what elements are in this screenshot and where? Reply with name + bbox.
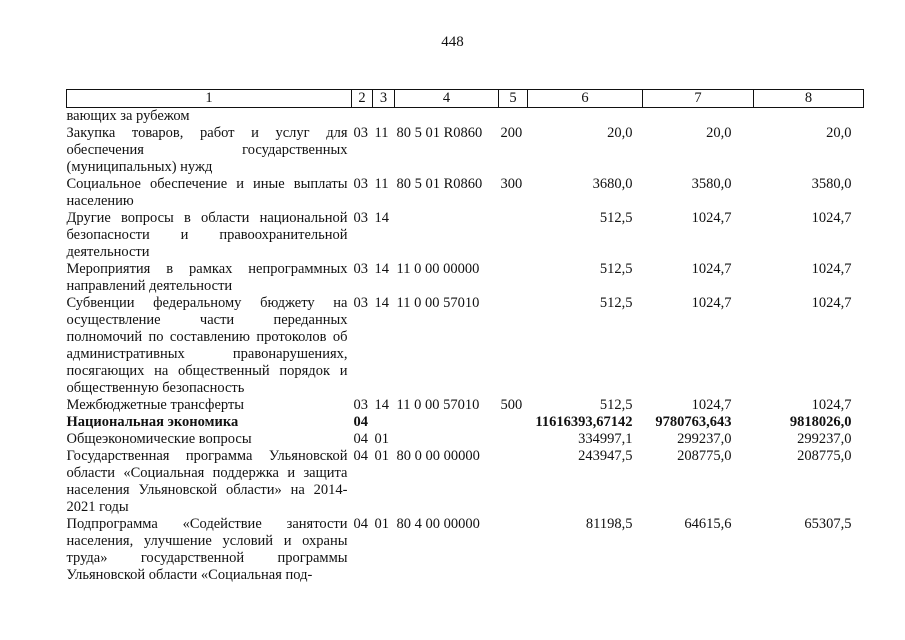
row-amount-col6: 11616393,67142 xyxy=(535,414,633,430)
row-amount-col6: 334997,1 xyxy=(578,431,633,447)
row-name: Социальное обеспечение и иные выплаты населению xyxy=(66,176,348,209)
table-row xyxy=(67,108,864,126)
row-subsection: 14 xyxy=(374,210,389,226)
row-section: 04 xyxy=(353,414,368,430)
row-subsection: 11 xyxy=(374,125,389,141)
row-expense-type xyxy=(499,210,528,261)
row-name: Межбюджетные трансферты xyxy=(66,397,245,413)
row-name: Другие вопросы в области национальной безопасности и правоохранительной деятельности xyxy=(66,210,348,260)
row-expense-type xyxy=(499,516,528,584)
row-amount-col7: 20,0 xyxy=(706,125,732,141)
column-header-2: 2 xyxy=(352,90,373,108)
table-row xyxy=(67,295,864,397)
budget-table xyxy=(66,89,864,584)
row-amount-col6: 20,0 xyxy=(607,125,633,141)
row-amount-col8: 3580,0 xyxy=(811,176,852,192)
row-target-code xyxy=(395,210,499,261)
row-amount-col6 xyxy=(528,108,643,126)
row-expense-type xyxy=(499,261,528,295)
row-amount-col7: 64615,6 xyxy=(684,516,732,532)
row-section: 03 xyxy=(353,261,368,277)
row-name: Закупка товаров, работ и услуг для обеспечения государственных (муниципальных) нужд xyxy=(66,125,348,175)
row-expense-type xyxy=(499,295,528,397)
row-amount-col8 xyxy=(754,108,864,126)
row-target-code: 80 5 01 R0860 xyxy=(396,176,483,192)
row-target-code: 11 0 00 57010 xyxy=(396,397,480,413)
row-target-code xyxy=(395,414,499,431)
table-row xyxy=(67,431,864,448)
row-target-code: 11 0 00 00000 xyxy=(396,261,480,277)
row-name: Общеэкономические вопросы xyxy=(66,431,252,447)
row-expense-type xyxy=(499,108,528,126)
row-name: Национальная экономика xyxy=(66,414,239,430)
row-target-code xyxy=(395,108,499,126)
row-target-code: 11 0 00 57010 xyxy=(396,295,480,311)
table-row xyxy=(67,516,864,584)
row-expense-type: 500 xyxy=(500,397,523,413)
row-amount-col7: 9780763,643 xyxy=(655,414,732,430)
row-amount-col8: 65307,5 xyxy=(804,516,852,532)
row-name: Подпрограмма «Содействие занятости населения, улучшение условий и охраны труда» государственной программы Ульяновской области «Социальная под- xyxy=(66,516,348,583)
column-header-6: 6 xyxy=(528,90,643,108)
row-section xyxy=(352,108,373,126)
row-section: 03 xyxy=(353,295,368,311)
row-amount-col6: 512,5 xyxy=(599,397,633,413)
row-section: 04 xyxy=(353,516,368,532)
row-amount-col7: 1024,7 xyxy=(691,210,732,226)
column-header-8: 8 xyxy=(754,90,864,108)
row-amount-col6: 512,5 xyxy=(599,295,633,311)
row-expense-type: 300 xyxy=(500,176,523,192)
column-header-5: 5 xyxy=(499,90,528,108)
row-amount-col7: 1024,7 xyxy=(691,295,732,311)
row-amount-col8: 208775,0 xyxy=(797,448,852,464)
row-name: вающих за рубежом xyxy=(66,108,190,124)
table-body xyxy=(67,108,864,585)
row-subsection: 14 xyxy=(374,397,389,413)
row-amount-col7: 299237,0 xyxy=(677,431,732,447)
column-header-3: 3 xyxy=(373,90,395,108)
row-expense-type xyxy=(499,431,528,448)
row-expense-type: 200 xyxy=(500,125,523,141)
row-section: 04 xyxy=(353,431,368,447)
row-subsection: 01 xyxy=(374,448,389,464)
row-amount-col7: 1024,7 xyxy=(691,397,732,413)
row-section: 03 xyxy=(353,176,368,192)
row-amount-col6: 243947,5 xyxy=(578,448,633,464)
row-expense-type xyxy=(499,448,528,516)
table-row xyxy=(67,261,864,295)
table-row xyxy=(67,125,864,176)
row-target-code xyxy=(395,431,499,448)
row-section: 03 xyxy=(353,210,368,226)
row-subsection: 14 xyxy=(374,295,389,311)
table-row xyxy=(67,210,864,261)
row-amount-col7 xyxy=(643,108,754,126)
row-section: 03 xyxy=(353,125,368,141)
row-amount-col6: 512,5 xyxy=(599,261,633,277)
row-amount-col8: 1024,7 xyxy=(811,261,852,277)
row-amount-col8: 1024,7 xyxy=(811,397,852,413)
column-header-7: 7 xyxy=(643,90,754,108)
row-target-code: 80 5 01 R0860 xyxy=(396,125,483,141)
table-row xyxy=(67,397,864,414)
row-amount-col6: 512,5 xyxy=(599,210,633,226)
row-subsection: 14 xyxy=(374,261,389,277)
row-amount-col8: 20,0 xyxy=(826,125,852,141)
row-amount-col7: 3580,0 xyxy=(691,176,732,192)
column-header-1: 1 xyxy=(67,90,352,108)
row-target-code: 80 0 00 00000 xyxy=(396,448,480,464)
row-amount-col8: 1024,7 xyxy=(811,295,852,311)
row-amount-col6: 81198,5 xyxy=(585,516,633,532)
column-header-4: 4 xyxy=(395,90,499,108)
row-name: Государственная программа Ульяновской области «Социальная поддержка и защита населения Ульяновской области» на 2014-2021 годы xyxy=(66,448,348,515)
row-amount-col7: 208775,0 xyxy=(677,448,732,464)
row-subsection: 11 xyxy=(374,176,389,192)
row-section: 03 xyxy=(353,397,368,413)
row-name: Мероприятия в рамках непрограммных направлений деятельности xyxy=(66,261,348,294)
row-amount-col8: 299237,0 xyxy=(797,431,852,447)
page-number: 448 xyxy=(441,34,464,50)
row-subsection: 01 xyxy=(374,516,389,532)
row-target-code: 80 4 00 00000 xyxy=(396,516,480,532)
row-amount-col8: 9818026,0 xyxy=(789,414,852,430)
row-subsection xyxy=(373,414,395,431)
row-amount-col8: 1024,7 xyxy=(811,210,852,226)
table-row xyxy=(67,448,864,516)
row-subsection xyxy=(373,108,395,126)
table-row xyxy=(67,414,864,431)
row-amount-col7: 1024,7 xyxy=(691,261,732,277)
column-number-row xyxy=(67,90,864,108)
row-name: Субвенции федеральному бюджету на осуществление части переданных полномочий по составлению протоколов об административных правонарушениях, посягающих на общественный порядок и общественную безопасность xyxy=(66,295,348,396)
row-subsection: 01 xyxy=(374,431,389,447)
table-row xyxy=(67,176,864,210)
row-expense-type xyxy=(499,414,528,431)
row-section: 04 xyxy=(353,448,368,464)
row-amount-col6: 3680,0 xyxy=(592,176,633,192)
